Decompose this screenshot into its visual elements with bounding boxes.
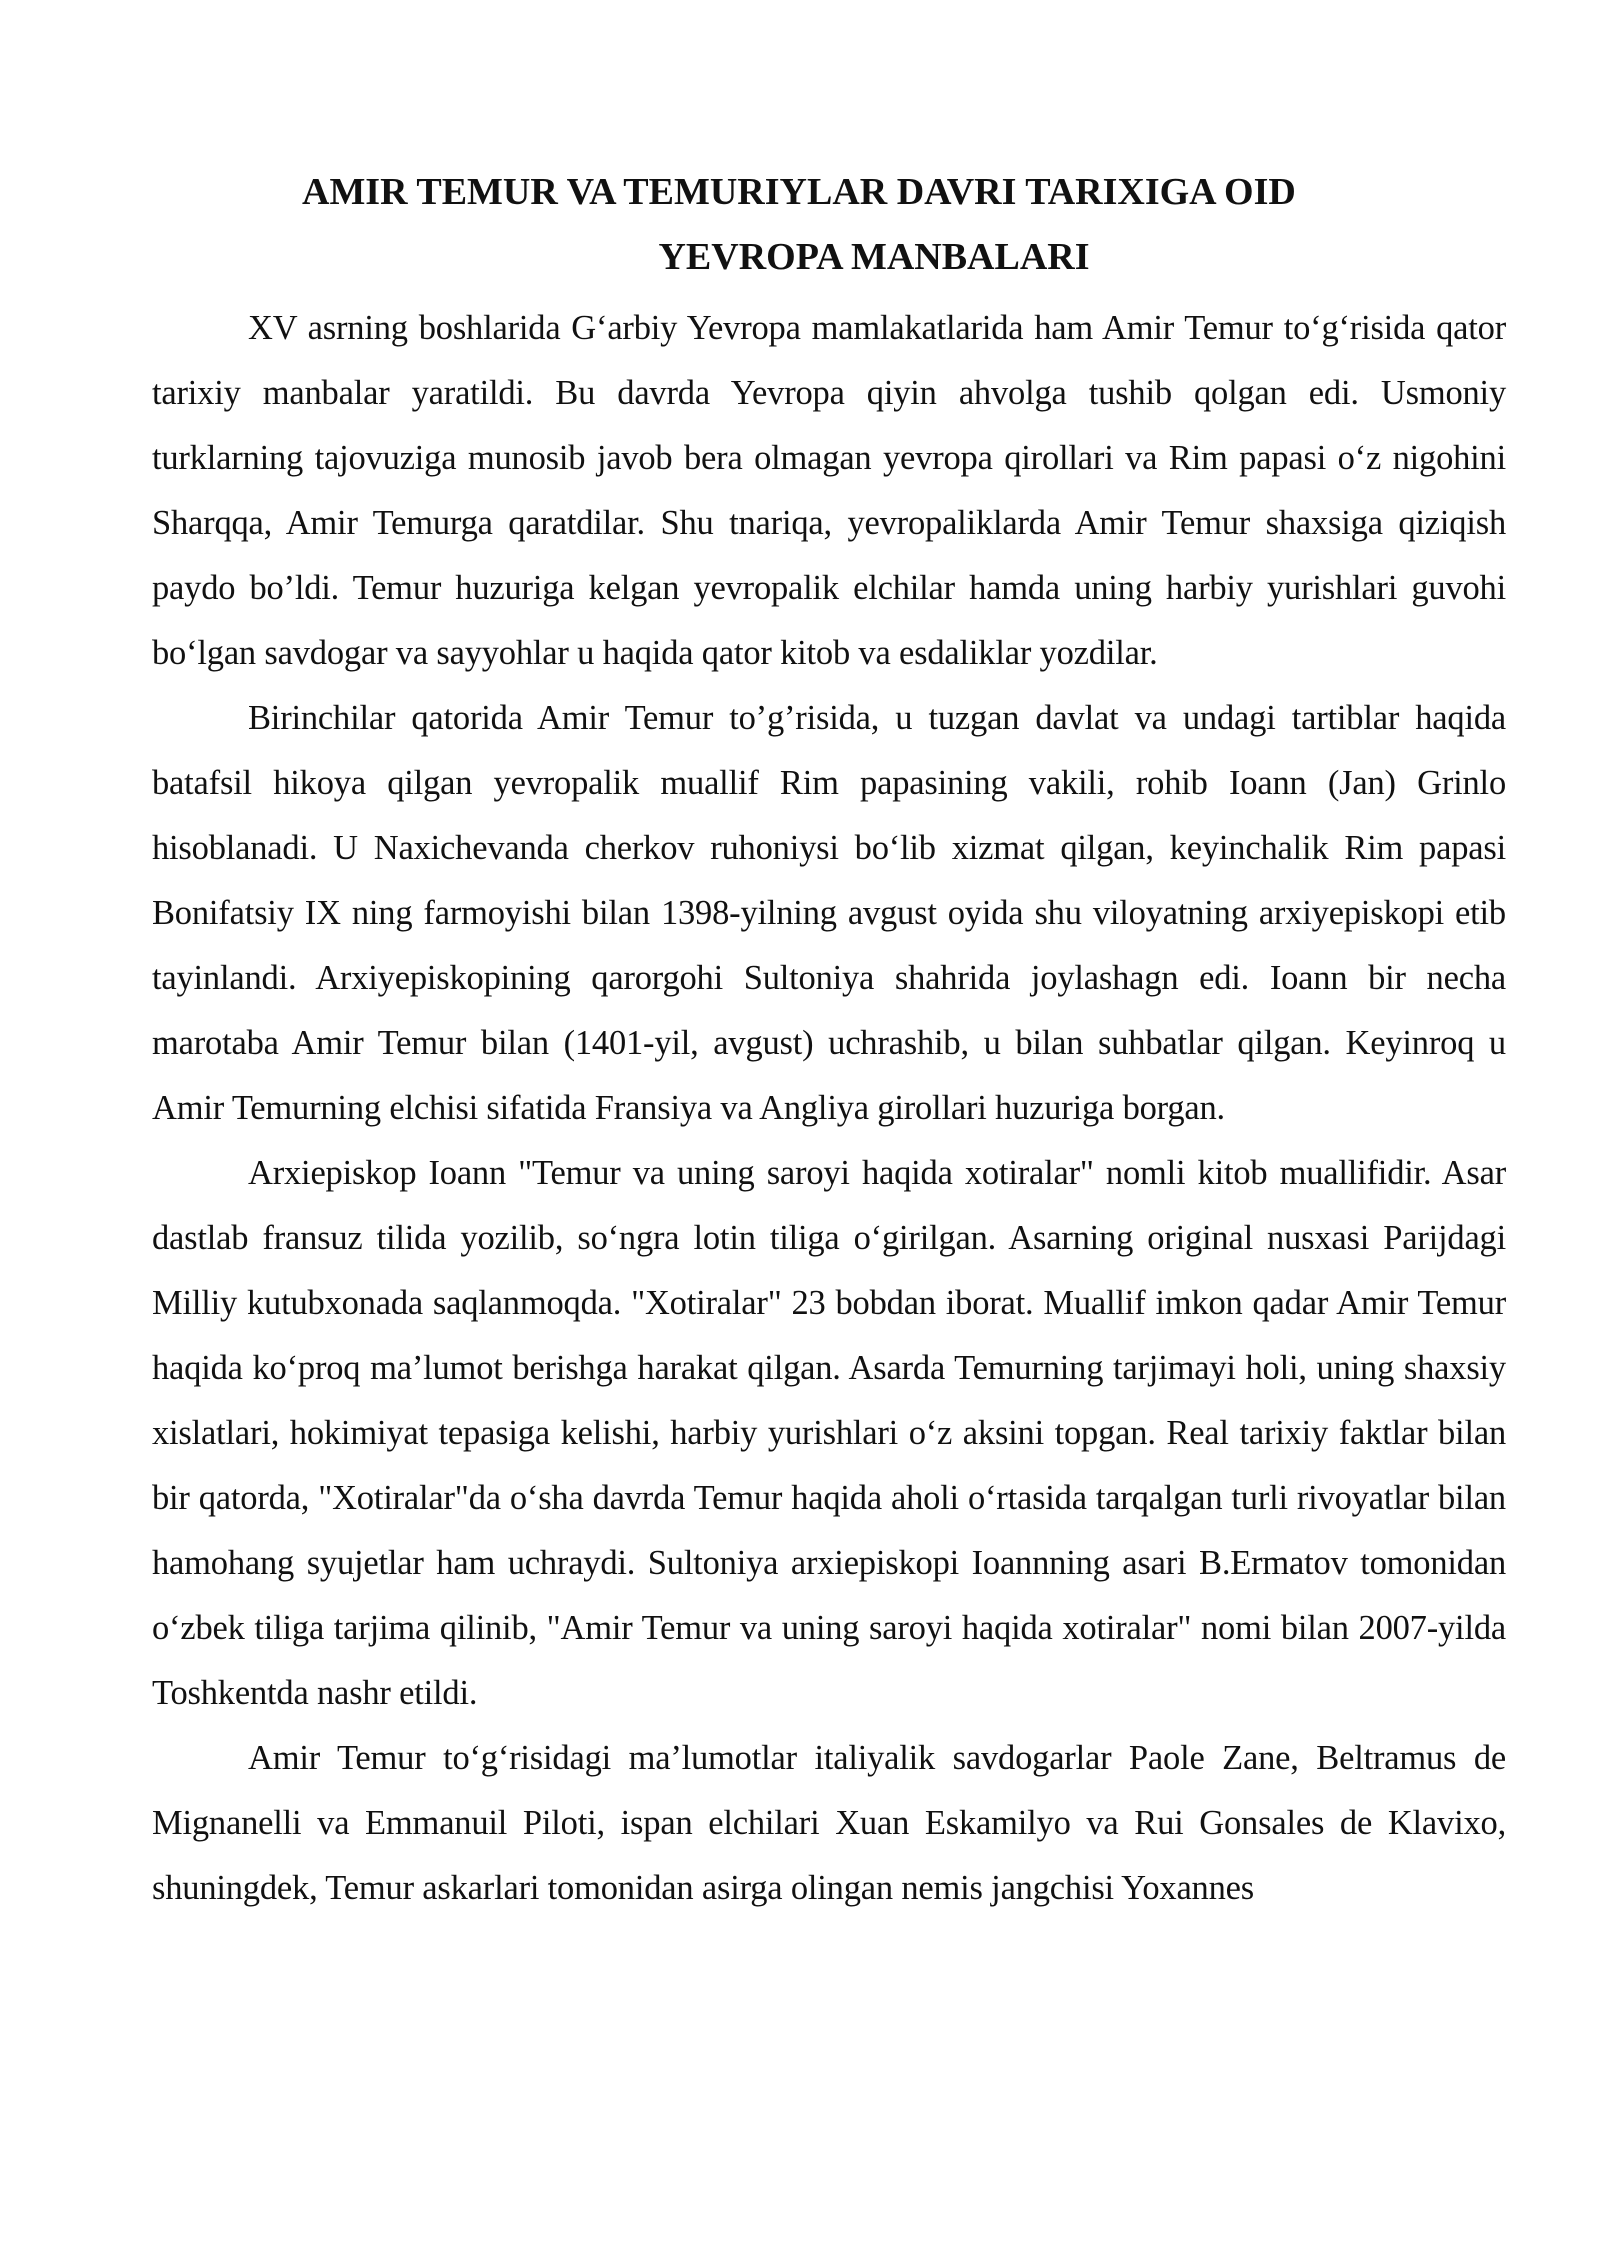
document-title <box>152 160 1506 290</box>
title-line-2: YEVROPA MANBALARI <box>658 236 1090 278</box>
document-body <box>152 296 1506 1921</box>
paragraph-3: Arxiepiskop Ioann "Temur va uning saroyi haqida xotiralar" nomli kitob muallifidir. Asar dastlab fransuz tilida yozilib, so‘ngra lotin tiliga o‘girilgan. Asarning original nusxasi Parijdagi Milliy kutubxonada saqlanmoqda. "Xotiralar" 23 bobdan iborat. Muallif imkon qadar Amir Temur haqida ko‘proq ma’lumot berishga harakat qilgan. Asarda Temurning tarjimayi holi, uning shaxsiy xislatlari, hokimiyat tepasiga kelishi, harbiy yurishlari o‘z aksini topgan. Real tarixiy faktlar bilan bir qatorda, "Xotiralar"da o‘sha davrda Temur haqida aholi o‘rtasida tarqalgan turli rivoyatlar bilan hamohang syujetlar ham uchraydi. Sultoniya arxiepiskopi Ioannning asari B.Ermatov tomonidan o‘zbek tiliga tarjima qilinib, "Amir Temur va uning saroyi haqida xotiralar" nomi bilan 2007-yilda Toshkentda nashr etildi. <box>152 1154 1506 1712</box>
document-page <box>152 160 1506 1921</box>
title-line-1: AMIR TEMUR VA TEMURIYLAR DAVRI TARIXIGA OID <box>302 171 1296 213</box>
paragraph-2: Birinchilar qatorida Amir Temur to’g’risida, u tuzgan davlat va undagi tartiblar haqida batafsil hikoya qilgan yevropalik muallif Rim papasining vakili, rohib Ioann (Jan) Grinlo hisoblanadi. U Naxichevanda cherkov ruhoniysi bo‘lib xizmat qilgan, keyinchalik Rim papasi Bonifatsiy IX ning farmoyishi bilan 1398-yilning avgust oyida shu viloyatning arxiyepiskopi etib tayinlandi. Arxiyepiskopining qarorgohi Sultoniya shahrida joylashagn edi. Ioann bir necha marotaba Amir Temur bilan (1401-yil, avgust) uchrashib, u bilan suhbatlar qilgan. Keyinroq u Amir Temurning elchisi sifatida Fransiya va Angliya girollari huzuriga borgan. <box>152 699 1506 1127</box>
paragraph-4: Amir Temur to‘g‘risidagi ma’lumotlar italiyalik savdogarlar Paole Zane, Beltramus de Mignanelli va Emmanuil Piloti, ispan elchilari Xuan Eskamilyo va Rui Gonsales de Klavixo, shuningdek, Temur askarlari tomonidan asirga olingan nemis jangchisi Yoxannes <box>152 1739 1506 1907</box>
paragraph-1: XV asrning boshlarida G‘arbiy Yevropa mamlakatlarida ham Amir Temur to‘g‘risida qator tarixiy manbalar yaratildi. Bu davrda Yevropa qiyin ahvolga tushib qolgan edi. Usmoniy turklarning tajovuziga munosib javob bera olmagan yevropa qirollari va Rim papasi o‘z nigohini Sharqqa, Amir Temurga qaratdilar. Shu tnariqa, yevropaliklarda Amir Temur shaxsiga qiziqish paydo bo’ldi. Temur huzuriga kelgan yevropalik elchilar hamda uning harbiy yurishlari guvohi bo‘lgan savdogar va sayyohlar u haqida qator kitob va esdaliklar yozdilar. <box>152 309 1506 672</box>
